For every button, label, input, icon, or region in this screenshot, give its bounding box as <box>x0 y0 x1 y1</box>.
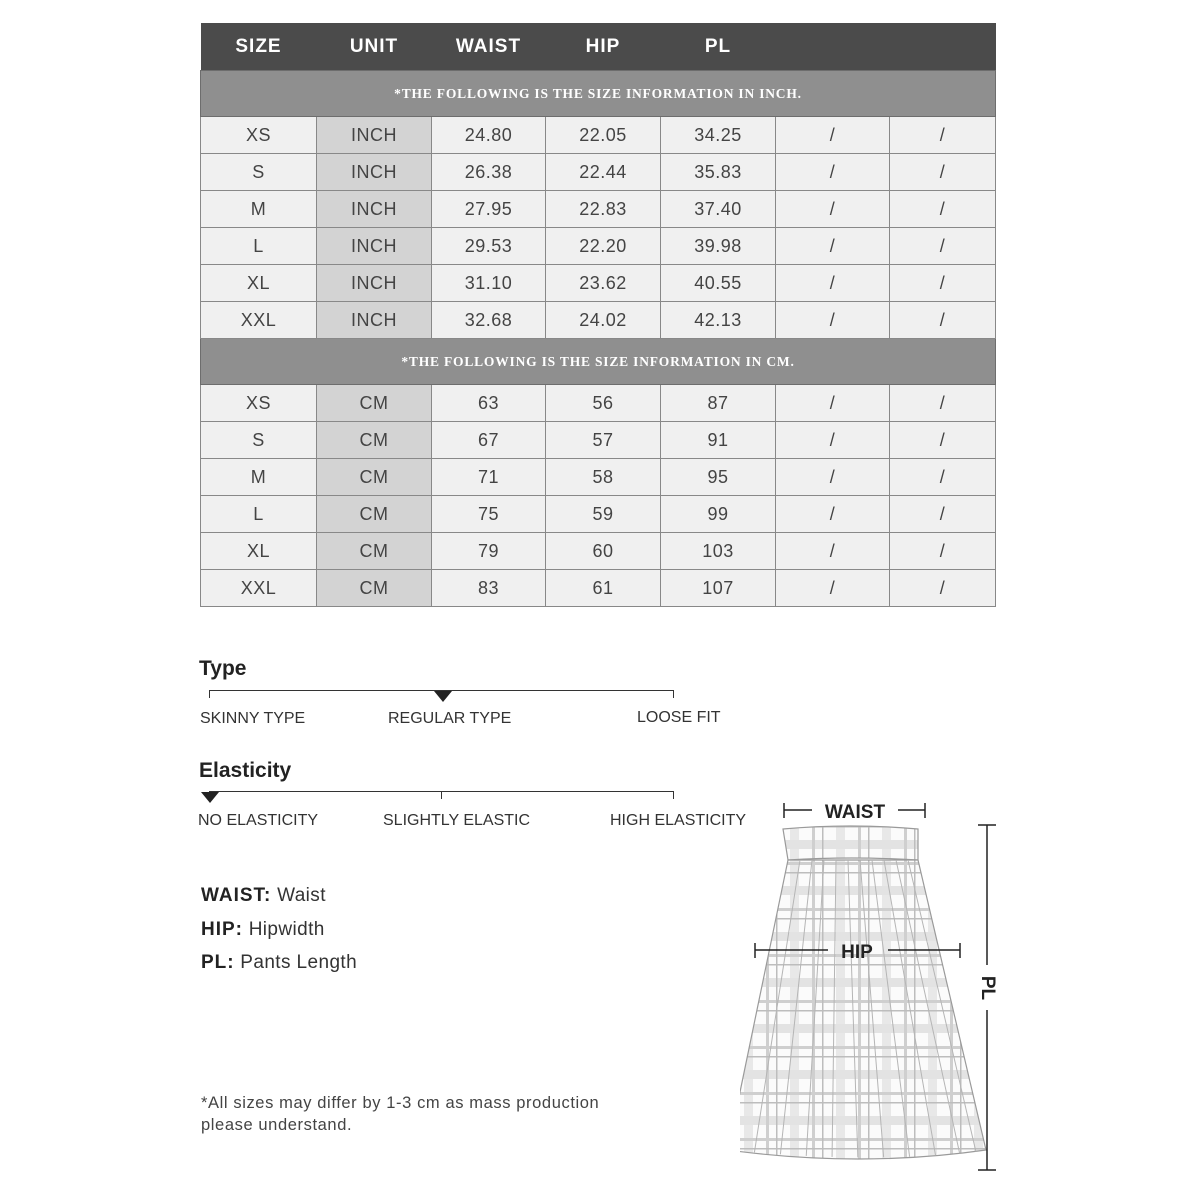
table-row <box>201 228 996 265</box>
table-cell: 24.80 <box>432 117 546 154</box>
table-cell: INCH <box>317 191 432 228</box>
table-cell: INCH <box>317 154 432 191</box>
table-cell: 31.10 <box>432 265 546 302</box>
table-cell: / <box>776 496 890 533</box>
note-line: *All sizes may differ by 1-3 cm as mass production <box>201 1094 600 1112</box>
table-cell: 60 <box>546 533 661 570</box>
table-cell: INCH <box>317 265 432 302</box>
table-cell: / <box>890 385 996 422</box>
table-cell: 24.02 <box>546 302 661 339</box>
table-cell: 32.68 <box>432 302 546 339</box>
table-cell: 61 <box>546 570 661 607</box>
table-cell: / <box>776 533 890 570</box>
elasticity-label-none: NO ELASTICITY <box>198 812 319 829</box>
table-row <box>201 302 996 339</box>
table-cell: / <box>776 191 890 228</box>
table-cell: 39.98 <box>661 228 776 265</box>
elasticity-scale-title: Elasticity <box>199 759 292 782</box>
table-cell: 71 <box>432 459 546 496</box>
table-row <box>201 191 996 228</box>
table-cell: / <box>890 117 996 154</box>
table-cell: / <box>890 459 996 496</box>
table-cell: 99 <box>661 496 776 533</box>
elasticity-label-high: HIGH ELASTICITY <box>610 812 747 829</box>
table-cell: INCH <box>317 302 432 339</box>
table-cell: 83 <box>432 570 546 607</box>
table-cell: 29.53 <box>432 228 546 265</box>
table-cell: 26.38 <box>432 154 546 191</box>
table-cell: 59 <box>546 496 661 533</box>
column-header: SIZE <box>201 23 317 71</box>
column-header: PL <box>661 23 776 71</box>
table-cell: L <box>201 228 317 265</box>
table-cell: / <box>776 228 890 265</box>
table-cell: 58 <box>546 459 661 496</box>
table-row <box>201 422 996 459</box>
legend-value: Hipwidth <box>248 919 325 940</box>
table-cell: 63 <box>432 385 546 422</box>
scale-tick <box>441 791 442 799</box>
table-cell: / <box>890 533 996 570</box>
table-cell: CM <box>317 385 432 422</box>
table-cell: / <box>776 117 890 154</box>
column-header <box>890 23 996 71</box>
hip-label: HIP <box>841 942 873 963</box>
table-cell: 22.05 <box>546 117 661 154</box>
section-header-row <box>201 71 996 117</box>
table-cell: / <box>890 496 996 533</box>
skirt-diagram <box>740 790 1010 1185</box>
table-cell: CM <box>317 533 432 570</box>
table-cell: / <box>776 265 890 302</box>
table-cell: 95 <box>661 459 776 496</box>
table-cell: 27.95 <box>432 191 546 228</box>
type-label-skinny: SKINNY TYPE <box>200 710 306 727</box>
table-cell: INCH <box>317 117 432 154</box>
table-cell: XL <box>201 533 317 570</box>
column-header: WAIST <box>432 23 546 71</box>
table-cell: 23.62 <box>546 265 661 302</box>
table-cell: 22.83 <box>546 191 661 228</box>
skirt-body <box>740 860 986 1162</box>
pl-label: PL <box>976 975 998 1001</box>
scale-tick <box>209 690 210 698</box>
note-line: please understand. <box>201 1116 353 1134</box>
legend-waist <box>201 885 326 907</box>
section-header-row <box>201 339 996 385</box>
selected-marker-icon <box>201 792 219 803</box>
legend-value: Pants Length <box>240 952 358 973</box>
table-cell: 57 <box>546 422 661 459</box>
table-cell: 22.44 <box>546 154 661 191</box>
table-cell: M <box>201 459 317 496</box>
section-title: *THE FOLLOWING IS THE SIZE INFORMATION IN CM. <box>201 339 996 385</box>
table-cell: 37.40 <box>661 191 776 228</box>
table-cell: / <box>890 228 996 265</box>
table-cell: CM <box>317 570 432 607</box>
table-cell: 103 <box>661 533 776 570</box>
table-body <box>201 71 996 607</box>
table-cell: 107 <box>661 570 776 607</box>
legend-key: HIP: <box>201 919 243 940</box>
legend-value: Waist <box>277 885 326 906</box>
table-cell: 42.13 <box>661 302 776 339</box>
size-chart-table <box>200 23 996 607</box>
table-row <box>201 117 996 154</box>
table-cell: CM <box>317 459 432 496</box>
elasticity-label-slight: SLIGHTLY ELASTIC <box>383 812 531 829</box>
table-header-row <box>201 23 996 71</box>
column-header: HIP <box>546 23 661 71</box>
table-row <box>201 385 996 422</box>
legend-hip <box>201 919 325 941</box>
table-cell: / <box>890 265 996 302</box>
table-cell: XS <box>201 117 317 154</box>
table-cell: / <box>776 385 890 422</box>
elasticity-scale-line <box>209 791 674 792</box>
table-row <box>201 265 996 302</box>
legend-key: PL: <box>201 952 235 973</box>
legend-pl <box>201 952 357 974</box>
table-cell: M <box>201 191 317 228</box>
size-disclaimer <box>201 1092 599 1136</box>
table-cell: XL <box>201 265 317 302</box>
table-cell: / <box>890 191 996 228</box>
table-cell: 34.25 <box>661 117 776 154</box>
type-scale-line <box>209 690 674 691</box>
table-row <box>201 533 996 570</box>
type-scale-title: Type <box>199 657 247 680</box>
waistband <box>783 826 918 860</box>
table-cell: 40.55 <box>661 265 776 302</box>
legend-key: WAIST: <box>201 885 272 906</box>
selected-marker-icon <box>434 691 452 702</box>
table-cell: / <box>776 302 890 339</box>
table-cell: 67 <box>432 422 546 459</box>
table-cell: CM <box>317 422 432 459</box>
waist-label: WAIST <box>824 802 886 823</box>
scale-tick <box>673 690 674 698</box>
type-label-regular: REGULAR TYPE <box>388 710 512 727</box>
table-row <box>201 154 996 191</box>
table-cell: XXL <box>201 570 317 607</box>
table-cell: S <box>201 154 317 191</box>
table-cell: / <box>776 422 890 459</box>
table-cell: 79 <box>432 533 546 570</box>
table-cell: 87 <box>661 385 776 422</box>
table-cell: 75 <box>432 496 546 533</box>
table-row <box>201 570 996 607</box>
table-cell: 35.83 <box>661 154 776 191</box>
table-cell: XS <box>201 385 317 422</box>
type-label-loose: LOOSE FIT <box>637 709 721 726</box>
table-cell: / <box>890 422 996 459</box>
table-cell: CM <box>317 496 432 533</box>
table-row <box>201 459 996 496</box>
table-cell: / <box>776 570 890 607</box>
table-cell: S <box>201 422 317 459</box>
table-cell: / <box>890 154 996 191</box>
scale-tick <box>673 791 674 799</box>
column-header: UNIT <box>317 23 432 71</box>
table-cell: / <box>776 154 890 191</box>
section-title: *THE FOLLOWING IS THE SIZE INFORMATION IN INCH. <box>201 71 996 117</box>
table-cell: 56 <box>546 385 661 422</box>
table-cell: 22.20 <box>546 228 661 265</box>
table-cell: L <box>201 496 317 533</box>
column-header <box>776 23 890 71</box>
table-cell: / <box>890 302 996 339</box>
table-cell: 91 <box>661 422 776 459</box>
table-cell: / <box>776 459 890 496</box>
table-cell: XXL <box>201 302 317 339</box>
table-cell: / <box>890 570 996 607</box>
table-cell: INCH <box>317 228 432 265</box>
table-row <box>201 496 996 533</box>
